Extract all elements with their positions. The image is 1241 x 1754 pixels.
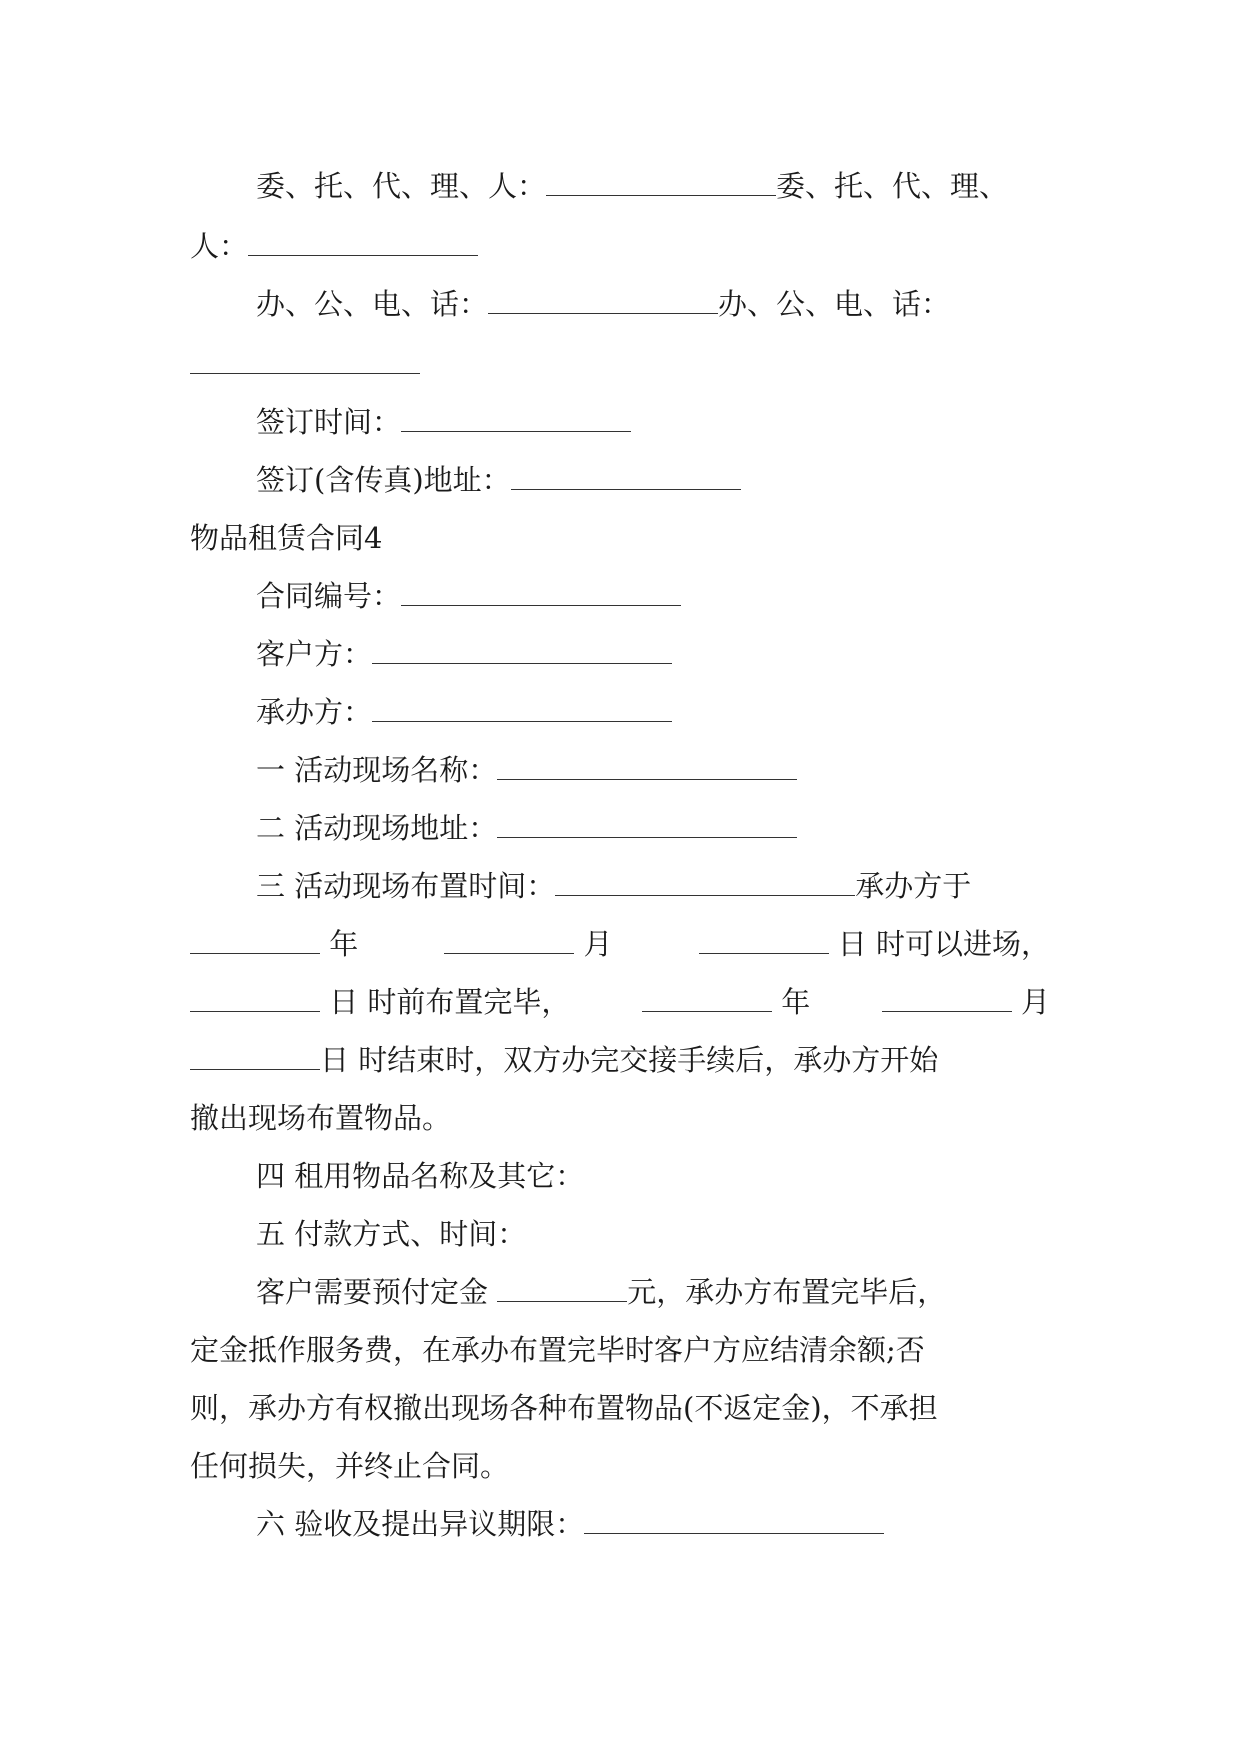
item4-row: 四 租用物品名称及其它： [256,1159,585,1193]
payment-line-3: 则，承办方有权撤出现场各种布置物品(不返定金)，不承担 [190,1391,938,1425]
client-blank[interactable] [372,637,672,664]
payment-line-1 [256,1270,1050,1314]
item1-row [256,748,1050,792]
item2-label: 二 活动现场地址： [256,811,498,845]
client-label: 客户方： [256,637,373,671]
item2-blank[interactable] [497,811,797,838]
client-row [256,632,1050,676]
item3-day-access-label: 日 时可以进场， [837,927,1050,961]
item3-day-blank[interactable] [699,927,829,954]
contract-no-label: 合同编号： [256,579,402,613]
item3-row [256,864,1050,908]
payment-deposit-label: 客户需要预付定金 [256,1275,489,1309]
payment-deposit-tail: 元，承办方布置完毕后， [627,1275,947,1309]
phone-row [256,282,1050,326]
agent-label-party-b: 委、托、代、理、 [776,169,1009,203]
organizer-blank[interactable] [372,695,672,722]
agent-row-continued [190,224,1050,268]
phone-label-party-a: 办、公、电、话： [256,287,489,321]
item6-row [256,1502,1050,1546]
agent-blank-party-b[interactable] [248,229,478,256]
item3-day-done-blank[interactable] [190,985,320,1012]
item3-tail: 承办方于 [855,869,972,903]
item5-row: 五 付款方式、时间： [256,1217,527,1251]
item3-end-day-blank[interactable] [190,1043,320,1070]
section-title: 物品租赁合同4 [190,521,383,555]
item3-end-row [190,1038,1050,1082]
sign-address-row [256,458,1050,502]
phone-row-continued [190,342,1050,386]
payment-line-4: 任何损失，并终止合同。 [190,1449,510,1483]
sign-time-blank[interactable] [401,405,631,432]
agent-blank-party-a[interactable] [546,169,776,196]
item3-date-row-1 [190,922,1050,966]
item3-month2-blank[interactable] [882,985,1012,1012]
phone-blank-party-a[interactable] [488,287,718,314]
item3-month-blank[interactable] [444,927,574,954]
payment-line-2: 定金抵作服务费，在承办布置完毕时客户方应结清余额;否 [190,1333,925,1367]
item3-month2-label: 月 [1020,985,1050,1019]
item3-date-row-2 [190,980,1050,1024]
item3-day-done-label: 日 时前布置完毕， [329,985,571,1019]
item3-year-blank[interactable] [190,927,320,954]
agent-label-party-b-end: 人： [190,229,249,263]
item1-blank[interactable] [497,753,797,780]
item1-label: 一 活动现场名称： [256,753,498,787]
sign-address-label: 签订(含传真)地址： [256,463,511,497]
contract-no-row [256,574,1050,618]
item6-blank[interactable] [584,1507,884,1534]
organizer-label: 承办方： [256,695,373,729]
item3-year2-blank[interactable] [642,985,772,1012]
payment-deposit-blank[interactable] [497,1275,627,1302]
item6-label: 六 验收及提出异议期限： [256,1507,585,1541]
sign-address-blank[interactable] [511,463,741,490]
item3-month-label: 月 [583,927,613,961]
contract-no-blank[interactable] [401,579,681,606]
item3-label: 三 活动现场布置时间： [256,869,556,903]
sign-time-row [256,400,1050,444]
phone-blank-party-b[interactable] [190,347,420,374]
item2-row [256,806,1050,850]
item3-end-text: 日 时结束时，双方办完交接手续后，承办方开始 [320,1043,939,1077]
phone-label-party-b: 办、公、电、话： [718,287,951,321]
organizer-row [256,690,1050,734]
item3-last-line: 撤出现场布置物品。 [190,1101,452,1135]
item3-year-label: 年 [329,927,359,961]
item3-time-blank[interactable] [555,869,855,896]
agent-row [256,164,1050,208]
agent-label-party-a: 委、托、代、理、人： [256,169,547,203]
sign-time-label: 签订时间： [256,405,402,439]
item3-year2-label: 年 [781,985,811,1019]
